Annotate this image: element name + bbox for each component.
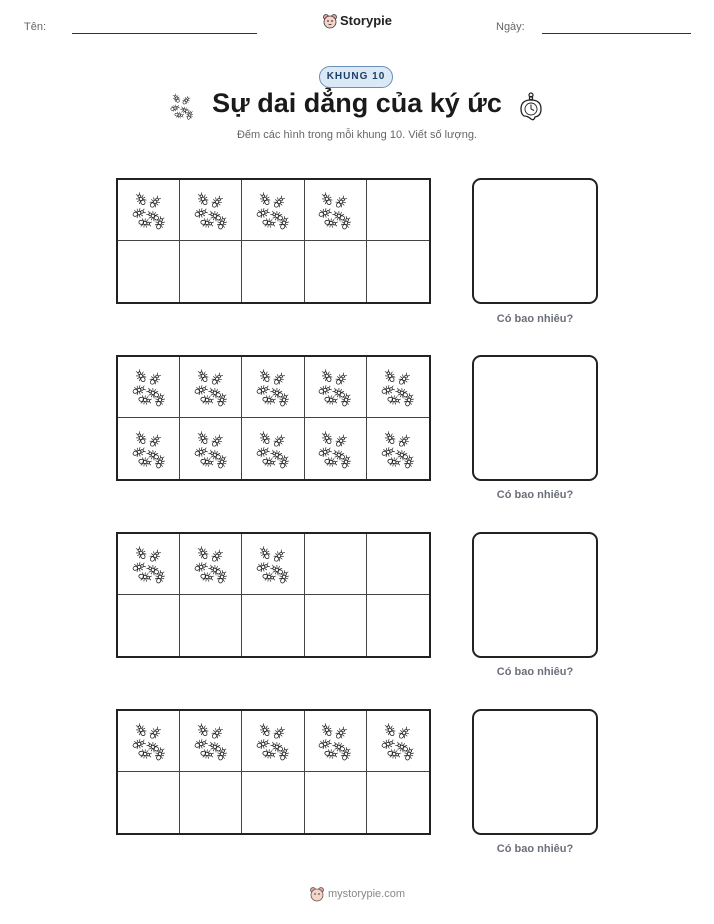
frame-cell [118, 418, 180, 479]
brand-name: Storypie [339, 13, 392, 29]
ant-cluster-icon [253, 721, 293, 761]
ant-cluster-icon [191, 429, 231, 469]
ant-cluster-icon [253, 367, 293, 407]
footer-url[interactable]: mystorypie.com [327, 888, 406, 900]
frame-cell [305, 711, 367, 772]
frame-cell [180, 711, 242, 772]
frame-cell [305, 418, 367, 479]
frame-cell [242, 534, 304, 595]
ant-cluster-icon [129, 721, 169, 761]
ant-cluster-icon [129, 544, 169, 584]
frame-cell [367, 534, 429, 595]
ant-cluster-icon [253, 190, 293, 230]
ant-cluster-icon [253, 544, 293, 584]
name-label: Tên: [24, 21, 47, 33]
question-label-4: Có bao nhiêu? [496, 843, 574, 855]
frame-cell [305, 534, 367, 595]
storypie-logo-icon [309, 886, 325, 902]
footer [0, 886, 714, 902]
ten-frame-3 [116, 532, 431, 658]
frame-cell [367, 241, 429, 302]
frame-cell [242, 357, 304, 418]
frame-cell [180, 772, 242, 833]
frame-cell [118, 534, 180, 595]
date-line[interactable] [542, 33, 691, 34]
frame-cell [118, 180, 180, 241]
worksheet-badge: KHUNG 10 [319, 66, 393, 88]
frame-cell [118, 357, 180, 418]
brand [0, 12, 714, 29]
date-label: Ngày: [496, 21, 525, 33]
frame-cell [180, 241, 242, 302]
frame-cell [180, 357, 242, 418]
question-label-3: Có bao nhiêu? [496, 666, 574, 678]
frame-cell [118, 711, 180, 772]
frame-cell [180, 534, 242, 595]
frame-cell [242, 772, 304, 833]
frame-cell [118, 772, 180, 833]
frame-cell [118, 241, 180, 302]
name-line[interactable] [72, 33, 257, 34]
ten-frame-1 [116, 178, 431, 304]
frame-cell [305, 241, 367, 302]
ant-cluster-icon [378, 721, 418, 761]
frame-cell [305, 772, 367, 833]
ant-cluster-icon [378, 367, 418, 407]
frame-cell [180, 595, 242, 656]
ant-cluster-icon [129, 367, 169, 407]
frame-cell [242, 711, 304, 772]
frame-cell [242, 595, 304, 656]
question-label-1: Có bao nhiêu? [496, 313, 574, 325]
ant-cluster-icon [129, 429, 169, 469]
frame-cell [367, 357, 429, 418]
frame-cell [367, 772, 429, 833]
ant-cluster-icon [315, 429, 355, 469]
frame-cell [242, 241, 304, 302]
frame-cell [305, 357, 367, 418]
frame-cell [242, 180, 304, 241]
answer-box-2[interactable] [472, 355, 598, 481]
ant-cluster-icon [191, 190, 231, 230]
frame-cell [305, 595, 367, 656]
ant-cluster-icon [191, 721, 231, 761]
frame-cell [305, 180, 367, 241]
frame-cell [367, 711, 429, 772]
pocket-watch-icon [518, 92, 544, 122]
ant-cluster-icon [315, 721, 355, 761]
frame-cell [118, 595, 180, 656]
frame-cell [367, 418, 429, 479]
frame-cell [180, 180, 242, 241]
frame-cell [367, 595, 429, 656]
ant-cluster-icon [378, 429, 418, 469]
answer-box-4[interactable] [472, 709, 598, 835]
answer-box-1[interactable] [472, 178, 598, 304]
question-label-2: Có bao nhiêu? [496, 489, 574, 501]
ant-cluster-icon [191, 544, 231, 584]
frame-cell [180, 418, 242, 479]
ten-frame-4 [116, 709, 431, 835]
ant-cluster-icon [253, 429, 293, 469]
frame-cell [367, 180, 429, 241]
ant-cluster-icon [191, 367, 231, 407]
ant-cluster-icon [315, 190, 355, 230]
storypie-logo-icon [322, 13, 338, 29]
ant-cluster-icon [129, 190, 169, 230]
answer-box-3[interactable] [472, 532, 598, 658]
instructions: Đếm các hình trong mỗi khung 10. Viết số lượng. [236, 129, 477, 141]
ant-cluster-icon [315, 367, 355, 407]
ten-frame-2 [116, 355, 431, 481]
frame-cell [242, 418, 304, 479]
page-title: Sự dai dẳng của ký ức [212, 88, 502, 118]
